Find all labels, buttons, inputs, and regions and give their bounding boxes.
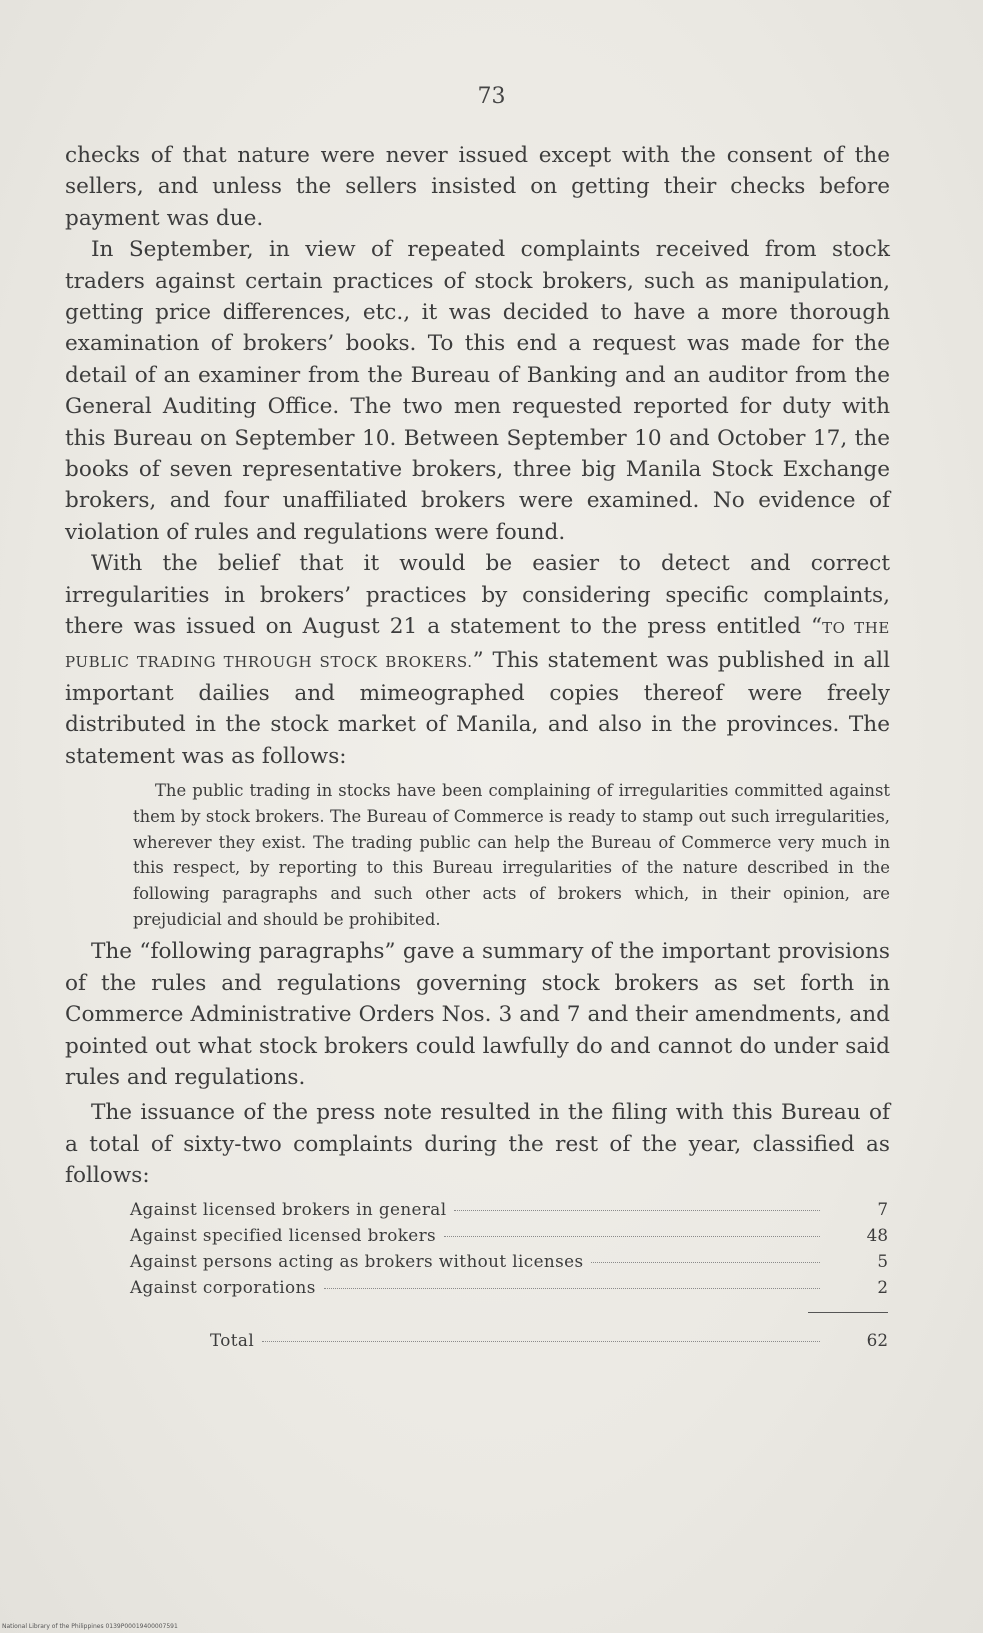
block-quote: The public trading in stocks have been complaining of irregularities committed against them by stock brokers. The Bureau of Commerce is ready to stamp out such irregularities, wherever they exist. The trading public can help the Bureau of Commerce very much in this respect, by reporting to this Bureau irregularities of the nature described in the following paragraphs and such other acts of brokers which, in their opinion, are prejudicial and should be prohibited.	[133, 781, 890, 929]
total-label: Total	[210, 1329, 255, 1350]
page-number: 73	[477, 84, 506, 109]
table-row	[130, 1248, 890, 1274]
body-text	[65, 140, 890, 1353]
row-count: 48	[866, 1224, 888, 1245]
paragraph-examination: In September, in view of repeated complaints received from stock traders against certain practices of stock brokers, such as manipulation, getting price differences, etc., it was decided to have a more thorough examination of brokers’ books. To this end a request was made for the detail of an examiner from the Bureau of Banking and an auditor from the General Auditing Office. The two men requested reported for duty with this Bureau on September 10. Between September 10 and October 17, the books of seven representative brokers, three big Manila Stock Exchange brokers, and four unaffiliated brokers were examined. No evidence of violation of rules and regulations were found.	[65, 237, 890, 545]
row-count: 5	[877, 1250, 888, 1271]
dot-leader	[444, 1236, 820, 1237]
row-label: Against corporations	[130, 1276, 316, 1297]
total-row	[130, 1327, 890, 1353]
dot-leader	[262, 1341, 820, 1342]
row-label: Against licensed brokers in general	[130, 1198, 447, 1219]
paragraph-following: The “following paragraphs” gave a summary of the important provisions of the rules and regulations governing stock brokers as set forth in Commerce Administrative Orders Nos. 3 and 7 and their amendments, and pointed out what stock brokers could lawfully do and cannot do under said rules and regulations.	[65, 939, 890, 1090]
scan-footer: National Library of the Philippines 0139P00019400007591	[2, 1623, 178, 1630]
table-row	[130, 1196, 890, 1222]
table-row	[130, 1274, 890, 1300]
row-label: Against specified licensed brokers	[130, 1224, 437, 1245]
paragraph-press-statement-text-2: ” This statement was published in all important dailies and mimeographed copies thereof were freely distributed in the stock market of Manila, and also in the provinces. The statement was as follows:	[65, 647, 890, 769]
paragraph-press-statement-text-1: With the belief that it would be easier to detect and correct irregularities in brokers’ practices by considering specific complaints, there was issued on August 21 a statement to the press entitled “	[65, 551, 890, 640]
press-statement-title: TO THE PUBLIC TRADING THROUGH STOCK BROKERS.	[65, 619, 890, 671]
dot-leader	[591, 1262, 820, 1263]
total-rule	[808, 1312, 888, 1313]
dot-leader	[324, 1288, 820, 1289]
paragraph-continuation: checks of that nature were never issued except with the consent of the sellers, and unless the sellers insisted on getting their checks before payment was due.	[65, 143, 890, 231]
row-label: Against persons acting as brokers without licenses	[130, 1250, 584, 1271]
dot-leader	[454, 1210, 820, 1211]
table-row	[130, 1222, 890, 1248]
total-count: 62	[866, 1329, 888, 1350]
paragraph-press-statement	[65, 548, 890, 772]
row-count: 2	[877, 1276, 888, 1297]
paragraph-complaints-intro: The issuance of the press note resulted in the filing with this Bureau of a total of sixty-two complaints during the rest of the year, classified as follows:	[65, 1100, 890, 1189]
row-count: 7	[877, 1198, 888, 1219]
complaints-table	[130, 1196, 890, 1353]
